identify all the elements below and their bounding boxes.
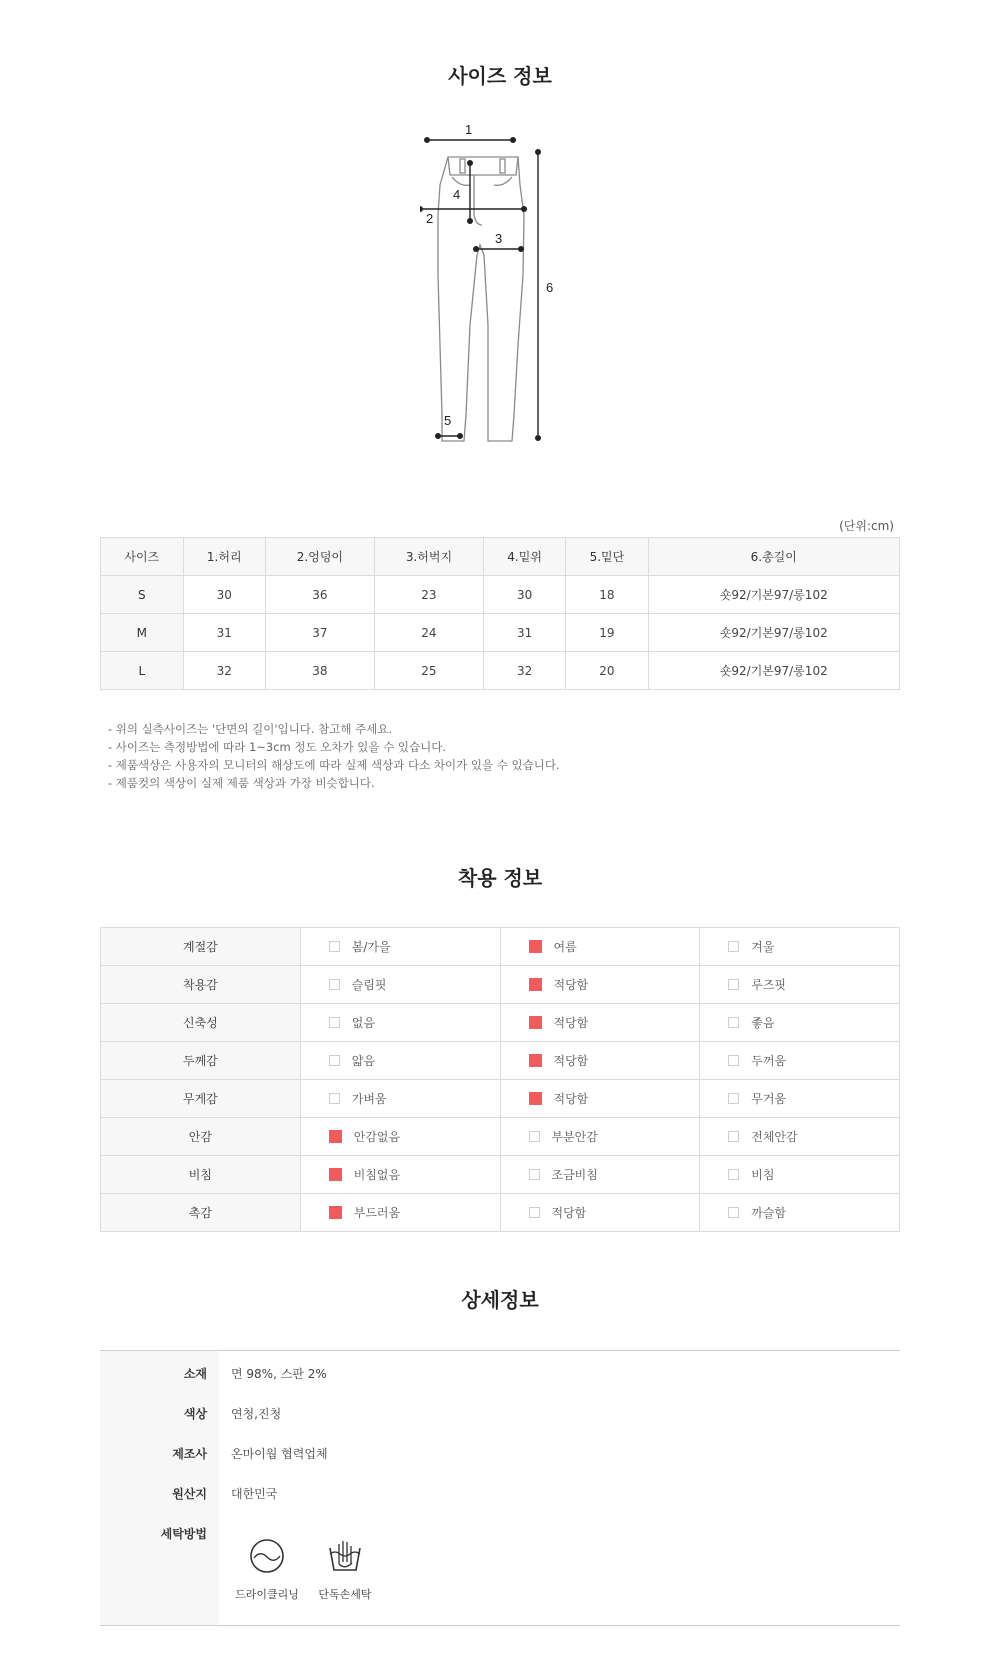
unchecked-box-icon bbox=[529, 1169, 540, 1180]
checked-box-icon bbox=[529, 1054, 542, 1067]
fit-option bbox=[700, 1042, 900, 1080]
fit-label: 두께감 bbox=[101, 1042, 301, 1080]
dry-cleaning-item bbox=[227, 1536, 307, 1602]
fit-option-label: 봄/가을 bbox=[351, 940, 391, 954]
size-value-cell: 31 bbox=[483, 614, 565, 652]
fit-option-label: 비침없음 bbox=[353, 1168, 401, 1182]
fit-option bbox=[500, 1156, 700, 1194]
detail-label: 색상 bbox=[183, 1407, 207, 1421]
size-value-cell: 18 bbox=[566, 576, 648, 614]
detail-value: 연청,진청 bbox=[231, 1407, 282, 1421]
fit-option bbox=[300, 1080, 500, 1118]
checked-box-icon bbox=[529, 1092, 542, 1105]
size-notes bbox=[108, 720, 560, 792]
fit-option bbox=[300, 966, 500, 1004]
size-table bbox=[100, 537, 900, 690]
fit-label: 신축성 bbox=[101, 1004, 301, 1042]
fit-option-label: 좋음 bbox=[751, 1016, 775, 1030]
fit-label: 착용감 bbox=[101, 966, 301, 1004]
fit-option-label: 적당함 bbox=[553, 1016, 589, 1030]
fit-option bbox=[300, 1156, 500, 1194]
diagram-label-6: 6 bbox=[546, 280, 554, 295]
table-row bbox=[101, 652, 900, 690]
checked-box-icon bbox=[529, 940, 542, 953]
detail-label: 세탁방법 bbox=[160, 1527, 207, 1541]
fit-option-label: 적당함 bbox=[553, 1092, 589, 1106]
fit-option bbox=[500, 1080, 700, 1118]
unchecked-box-icon bbox=[329, 1055, 340, 1066]
size-value-cell: 숏92/기본97/롱102 bbox=[648, 614, 899, 652]
fit-option-label: 안감없음 bbox=[353, 1130, 401, 1144]
size-header-cell: 2.엉덩이 bbox=[265, 538, 374, 576]
fit-option-label: 비침 bbox=[751, 1168, 775, 1182]
fit-option bbox=[700, 966, 900, 1004]
detail-value: 면 98%, 스판 2% bbox=[231, 1367, 327, 1381]
unchecked-box-icon bbox=[728, 1169, 739, 1180]
size-value-cell: 32 bbox=[183, 652, 265, 690]
unchecked-box-icon bbox=[728, 1131, 739, 1142]
size-name-cell: S bbox=[101, 576, 184, 614]
size-name-cell: L bbox=[101, 652, 184, 690]
unchecked-box-icon bbox=[329, 1017, 340, 1028]
size-value-cell: 숏92/기본97/롱102 bbox=[648, 576, 899, 614]
size-header-cell: 1.허리 bbox=[183, 538, 265, 576]
detail-label: 원산지 bbox=[172, 1487, 207, 1501]
fit-option-label: 전체안감 bbox=[751, 1130, 798, 1144]
checked-box-icon bbox=[529, 1016, 542, 1029]
note-line: - 사이즈는 측정방법에 따라 1~3cm 정도 오차가 있을 수 있습니다. bbox=[108, 740, 447, 754]
detail-info-title: 상세정보 bbox=[461, 1288, 539, 1312]
fit-info-table bbox=[100, 927, 900, 1232]
fit-option-label: 루즈핏 bbox=[751, 978, 787, 992]
size-value-cell: 24 bbox=[374, 614, 483, 652]
fit-option bbox=[700, 1194, 900, 1232]
unchecked-box-icon bbox=[728, 979, 739, 990]
fit-option-label: 얇음 bbox=[351, 1054, 375, 1068]
fit-option-label: 여름 bbox=[553, 940, 577, 954]
fit-option bbox=[300, 1004, 500, 1042]
size-value-cell: 25 bbox=[374, 652, 483, 690]
fit-option-label: 슬림핏 bbox=[351, 978, 387, 992]
fit-option-label: 적당함 bbox=[551, 1206, 587, 1220]
fit-option bbox=[500, 966, 700, 1004]
dry-cleaning-icon bbox=[247, 1536, 287, 1576]
table-row bbox=[101, 1080, 900, 1118]
note-line: - 제품색상은 사용자의 모니터의 해상도에 따라 실제 색상과 다소 차이가 있을 수 있습니다. bbox=[108, 758, 560, 772]
fit-option bbox=[500, 1194, 700, 1232]
diagram-label-4: 4 bbox=[453, 187, 461, 202]
fit-option-label: 부드러움 bbox=[353, 1206, 401, 1220]
size-value-cell: 37 bbox=[265, 614, 374, 652]
size-header-cell: 사이즈 bbox=[101, 538, 184, 576]
diagram-label-3: 3 bbox=[495, 231, 503, 246]
size-value-cell: 36 bbox=[265, 576, 374, 614]
unchecked-box-icon bbox=[329, 979, 340, 990]
table-row bbox=[101, 1004, 900, 1042]
fit-option bbox=[500, 1118, 700, 1156]
unchecked-box-icon bbox=[728, 1017, 739, 1028]
fit-option bbox=[300, 1194, 500, 1232]
fit-label: 촉감 bbox=[101, 1194, 301, 1232]
wash-label: 단독손세탁 bbox=[318, 1588, 372, 1601]
fit-option bbox=[300, 1042, 500, 1080]
checked-box-icon bbox=[329, 1130, 342, 1143]
size-value-cell: 30 bbox=[483, 576, 565, 614]
fit-option-label: 없음 bbox=[351, 1016, 375, 1030]
size-value-cell: 19 bbox=[566, 614, 648, 652]
table-row bbox=[101, 966, 900, 1004]
unit-label: (단위:cm) bbox=[839, 519, 894, 533]
fit-option-label: 두꺼움 bbox=[751, 1054, 787, 1068]
detail-value: 대한민국 bbox=[231, 1487, 278, 1501]
fit-option bbox=[500, 1004, 700, 1042]
fit-label: 비침 bbox=[101, 1156, 301, 1194]
fit-option bbox=[700, 1080, 900, 1118]
fit-info-title: 착용 정보 bbox=[457, 866, 543, 890]
size-value-cell: 23 bbox=[374, 576, 483, 614]
fit-option-label: 조금비침 bbox=[551, 1168, 598, 1182]
wash-label: 드라이클리닝 bbox=[235, 1588, 299, 1601]
checked-box-icon bbox=[329, 1206, 342, 1219]
fit-option bbox=[700, 1156, 900, 1194]
size-value-cell: 30 bbox=[183, 576, 265, 614]
size-value-cell: 20 bbox=[566, 652, 648, 690]
unchecked-box-icon bbox=[728, 941, 739, 952]
table-row bbox=[101, 614, 900, 652]
table-row bbox=[101, 1194, 900, 1232]
note-line: - 제품컷의 색상이 실제 제품 색상과 가장 비슷합니다. bbox=[108, 776, 375, 790]
fit-option bbox=[300, 928, 500, 966]
detail-label: 소재 bbox=[183, 1367, 207, 1381]
pants-measurement-diagram bbox=[420, 125, 570, 473]
diagram-label-5: 5 bbox=[444, 413, 452, 428]
hand-wash-icon bbox=[325, 1536, 365, 1576]
fit-option-label: 까슬함 bbox=[751, 1206, 787, 1220]
unchecked-box-icon bbox=[728, 1055, 739, 1066]
fit-option bbox=[500, 1042, 700, 1080]
size-table-header-row bbox=[101, 538, 900, 576]
fit-option bbox=[300, 1118, 500, 1156]
detail-label: 제조사 bbox=[172, 1447, 207, 1461]
table-row bbox=[101, 1156, 900, 1194]
checked-box-icon bbox=[529, 978, 542, 991]
size-header-cell: 6.총길이 bbox=[648, 538, 899, 576]
table-row bbox=[101, 928, 900, 966]
size-value-cell: 숏92/기본97/롱102 bbox=[648, 652, 899, 690]
fit-option-label: 무거움 bbox=[751, 1092, 787, 1106]
fit-option-label: 적당함 bbox=[553, 1054, 589, 1068]
table-row bbox=[101, 576, 900, 614]
fit-option-label: 가벼움 bbox=[351, 1092, 387, 1106]
fit-option bbox=[700, 1118, 900, 1156]
unchecked-box-icon bbox=[728, 1207, 739, 1218]
note-line: - 위의 실측사이즈는 '단면의 길이'입니다. 참고해 주세요. bbox=[108, 722, 393, 736]
fit-label: 안감 bbox=[101, 1118, 301, 1156]
fit-option-label: 부분안감 bbox=[551, 1130, 598, 1144]
fit-option bbox=[500, 928, 700, 966]
size-header-cell: 3.허벅지 bbox=[374, 538, 483, 576]
size-value-cell: 32 bbox=[483, 652, 565, 690]
fit-label: 무게감 bbox=[101, 1080, 301, 1118]
table-row bbox=[101, 1042, 900, 1080]
size-name-cell: M bbox=[101, 614, 184, 652]
size-value-cell: 38 bbox=[265, 652, 374, 690]
fit-label: 계절감 bbox=[101, 928, 301, 966]
hand-wash-item bbox=[305, 1536, 385, 1602]
detail-info-table bbox=[100, 1350, 900, 1626]
fit-option bbox=[700, 1004, 900, 1042]
checked-box-icon bbox=[329, 1168, 342, 1181]
size-value-cell: 31 bbox=[183, 614, 265, 652]
unchecked-box-icon bbox=[728, 1093, 739, 1104]
fit-option-label: 적당함 bbox=[553, 978, 589, 992]
diagram-label-2: 2 bbox=[426, 211, 434, 226]
size-header-cell: 4.밑위 bbox=[483, 538, 565, 576]
table-row bbox=[101, 1118, 900, 1156]
unchecked-box-icon bbox=[529, 1131, 540, 1142]
detail-value: 온마이웜 협력업체 bbox=[231, 1447, 328, 1461]
diagram-label-1: 1 bbox=[465, 125, 473, 137]
size-header-cell: 5.밑단 bbox=[566, 538, 648, 576]
fit-option-label: 겨울 bbox=[751, 940, 775, 954]
unchecked-box-icon bbox=[329, 941, 340, 952]
size-info-title: 사이즈 정보 bbox=[448, 64, 552, 88]
unchecked-box-icon bbox=[529, 1207, 540, 1218]
unchecked-box-icon bbox=[329, 1093, 340, 1104]
fit-option bbox=[700, 928, 900, 966]
